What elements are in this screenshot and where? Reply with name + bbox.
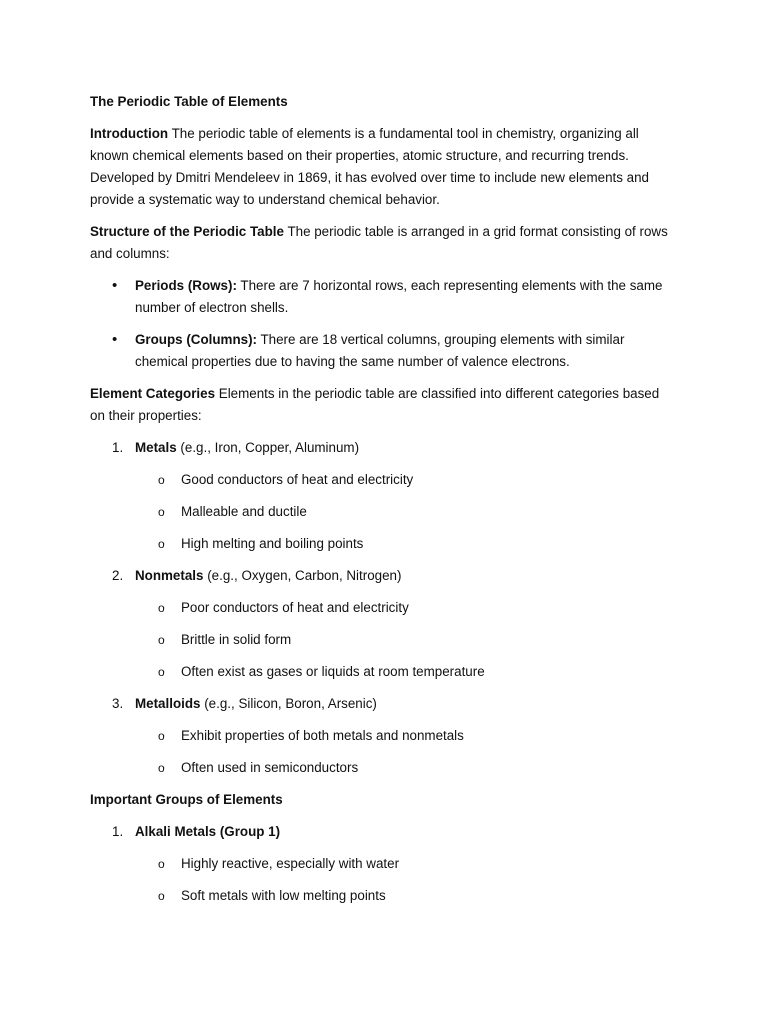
intro-text: The periodic table of elements is a fundamental tool in chemistry, organizing all [171,126,639,141]
category-name: Nonmetals [135,568,204,583]
categories-text: Elements in the periodic table are classified into different categories based [218,386,660,401]
group-alkali-metals: Alkali Metals (Group 1) [135,824,281,839]
groups-text: There are 18 vertical columns, grouping elements with similar [260,332,625,347]
sub-bullet-marker: o [158,537,165,551]
sub-list-item: High melting and boiling points [181,536,364,551]
sub-bullet-marker: o [158,601,165,615]
category-name: Metals [135,440,177,455]
structure-text: The periodic table is arranged in a grid format consisting of rows [287,224,668,239]
intro-text: Developed by Dmitri Mendeleev in 1869, it has evolved over time to include new elements and [90,170,649,185]
sub-list-item: Malleable and ductile [181,504,307,519]
list-number: 1. [112,440,124,455]
category-nonmetals [135,565,401,587]
sub-list-item: Brittle in solid form [181,632,292,647]
sub-bullet-marker: o [158,505,165,519]
intro-heading: Introduction [90,126,169,141]
list-number: 1. [112,824,124,839]
categories-paragraph-line [90,383,659,405]
sub-bullet-marker: o [158,665,165,679]
bullet-marker: • [112,277,118,294]
sub-bullet-marker: o [158,729,165,743]
intro-text: known chemical elements based on their properties, atomic structure, and recurring trends. [90,148,629,163]
structure-heading: Structure of the Periodic Table [90,224,284,239]
list-item-groups [135,329,624,351]
periods-label: Periods (Rows): [135,278,237,293]
groups-text: chemical properties due to having the same number of valence electrons. [135,354,570,369]
intro-text: provide a systematic way to understand chemical behavior. [90,192,440,207]
category-metalloids [135,693,377,715]
groups-label: Groups (Columns): [135,332,257,347]
groups-section-heading: Important Groups of Elements [90,792,283,807]
category-name: Metalloids [135,696,201,711]
structure-text: and columns: [90,246,170,261]
sub-list-item: Often exist as gases or liquids at room temperature [181,664,485,679]
categories-heading: Element Categories [90,386,216,401]
sub-bullet-marker: o [158,473,165,487]
category-examples: (e.g., Iron, Copper, Aluminum) [180,440,360,455]
sub-list-item: Exhibit properties of both metals and nonmetals [181,728,464,743]
bullet-marker: • [112,331,118,348]
sub-list-item: Often used in semiconductors [181,760,359,775]
sub-bullet-marker: o [158,761,165,775]
periods-text: number of electron shells. [135,300,289,315]
sub-list-item: Good conductors of heat and electricity [181,472,414,487]
sub-list-item: Highly reactive, especially with water [181,856,400,871]
category-examples: (e.g., Silicon, Boron, Arsenic) [204,696,377,711]
category-metals [135,437,359,459]
sub-list-item: Soft metals with low melting points [181,888,386,903]
sub-list-item: Poor conductors of heat and electricity [181,600,409,615]
intro-paragraph-line [90,123,639,145]
document-title: The Periodic Table of Elements [90,94,288,109]
list-item-periods [135,275,662,297]
sub-bullet-marker: o [158,857,165,871]
sub-bullet-marker: o [158,633,165,647]
list-number: 3. [112,696,124,711]
sub-bullet-marker: o [158,889,165,903]
categories-text: on their properties: [90,408,202,423]
list-number: 2. [112,568,124,583]
periods-text: There are 7 horizontal rows, each representing elements with the same [240,278,663,293]
category-examples: (e.g., Oxygen, Carbon, Nitrogen) [207,568,402,583]
structure-paragraph-line [90,221,668,243]
